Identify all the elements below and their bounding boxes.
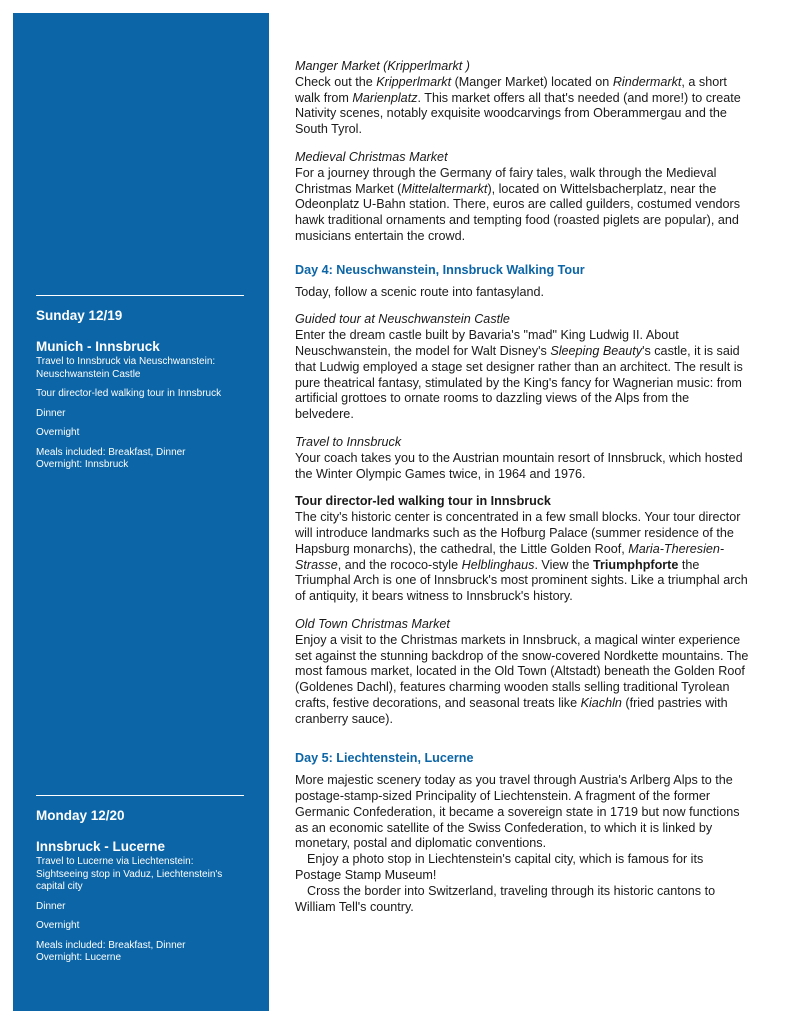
day4-date: Sunday 12/19 — [36, 308, 123, 323]
day5-line: Travel to Lucerne via Liechtenstein: Sightseeing stop in Vaduz, Liechtenstein's capital city — [36, 856, 223, 892]
divider — [36, 295, 244, 296]
sidebar-day4 — [36, 295, 244, 479]
section-title: Medieval Christmas Market — [295, 149, 448, 164]
day4-heading: Day 4: Neuschwanstein, Innsbruck Walking Tour — [295, 262, 585, 277]
day4-line: Overnight — [36, 427, 80, 438]
section-body: More majestic scenery today as you travel through Austria's Arlberg Alps to the postage-stamp-sized Principality of Liechtenstein. A fragment of the former Germanic Confederation, it became a sovereign state in 1719 but now functions as an economic satellite of the Swiss Confederation, to which it is linked by monetary, postal and diplomatic conventions. — [295, 773, 740, 851]
day5-date: Monday 12/20 — [36, 808, 125, 823]
section-body: Enjoy a photo stop in Liechtenstein's capital city, which is famous for its Postage Stamp Museum! — [295, 852, 704, 883]
day4-intro: Today, follow a scenic route into fantasyland. — [295, 284, 544, 299]
travel-section — [295, 435, 751, 482]
section-body: The city's historic center is concentrated in a few small blocks. Your tour director will introduce landmarks such as the Hofburg Palace (summer residence of the Hapsburg monarchs), the cathedral, the Little Golden Roof, Maria-Theresien-Strasse, and the rococo-style Helblinghaus. View the Triumphpforte the Triumphal Arch is one of Innsbruck's most prominent sights. Like a triumphal arch of antiquity, it bears witness to Innsbruck's history. — [295, 510, 748, 604]
day5-section — [295, 773, 751, 915]
main-content — [295, 59, 751, 927]
castle-section — [295, 312, 751, 423]
sidebar-day5 — [36, 795, 244, 972]
day5-route: Innsbruck - Lucerne — [36, 839, 166, 854]
divider — [36, 795, 244, 796]
section-body: For a journey through the Germany of fairy tales, walk through the Medieval Christmas Market (Mittelaltermarkt), located on Wittelsbacherplatz, near the Odeonplatz U-Bahn station. There, euros are called guilders, costumed vendors hawk traditional ornaments and tempting food (roasted piglets are popular), and musicians entertain the crowd. — [295, 165, 740, 243]
day5-line: Overnight — [36, 920, 80, 931]
section-body: Your coach takes you to the Austrian mountain resort of Innsbruck, which hosted the Winter Olympic Games twice, in 1964 and 1976. — [295, 450, 743, 481]
day5-line: Dinner — [36, 900, 66, 912]
day4-line: Travel to Innsbruck via Neuschwanstein: Neuschwanstein Castle — [36, 356, 216, 380]
section-title: Guided tour at Neuschwanstein Castle — [295, 312, 510, 327]
section-title: Old Town Christmas Market — [295, 616, 450, 631]
section-body: Enjoy a visit to the Christmas markets in Innsbruck, a magical winter experience set against the stunning backdrop of the snow-covered Nordkette mountains. The most famous market, located in the Old Town (Altstadt) beneath the Golden Roof (Goldenes Dachl), features charming wooden stalls selling traditional Tyrolean crafts, festive decorations, and seasonal treats like Kiachln (fried pastries with cranberry sauce). — [295, 632, 749, 726]
day4-line: Dinner — [36, 407, 66, 419]
day5-meals: Meals included: Breakfast, Dinner Overnight: Lucerne — [36, 939, 186, 963]
section-body: Cross the border into Switzerland, traveling through its historic cantons to William Tell's country. — [295, 883, 716, 914]
day4-route: Munich - Innsbruck — [36, 339, 160, 354]
section-body: Check out the Kripperlmarkt (Manger Market) located on Rindermarkt, a short walk from Marienplatz. This market offers all that's needed (and more!) to create Nativity scenes, notably exquisite woodcarvings from Oberammergau and the South Tyrol. — [295, 74, 741, 137]
manger-market-section — [295, 59, 751, 138]
section-title: Travel to Innsbruck — [295, 434, 402, 449]
section-body: Enter the dream castle built by Bavaria's "mad" King Ludwig II. About Neuschwanstein, the model for Walt Disney's Sleeping Beauty's castle, it is said that Ludwig employed a stage set designer rather than an architect. The result is pure theatrical fantasy, stimulated by the King's fancy for Wagnerian music: from artificial grottoes to ornate rooms to dazzling views of the Alps from the belvedere. — [295, 328, 743, 422]
medieval-market-section — [295, 150, 751, 245]
day4-meals: Meals included: Breakfast, Dinner Overnight: Innsbruck — [36, 446, 186, 470]
walking-tour-section — [295, 494, 751, 605]
old-town-section — [295, 617, 751, 728]
section-title: Tour director-led walking tour in Innsbruck — [295, 494, 551, 509]
day5-heading: Day 5: Liechtenstein, Lucerne — [295, 751, 474, 766]
day4-line: Tour director-led walking tour in Innsbruck — [36, 388, 222, 399]
section-title: Manger Market (Kripperlmarkt ) — [295, 59, 470, 73]
sidebar-panel — [13, 13, 269, 1011]
